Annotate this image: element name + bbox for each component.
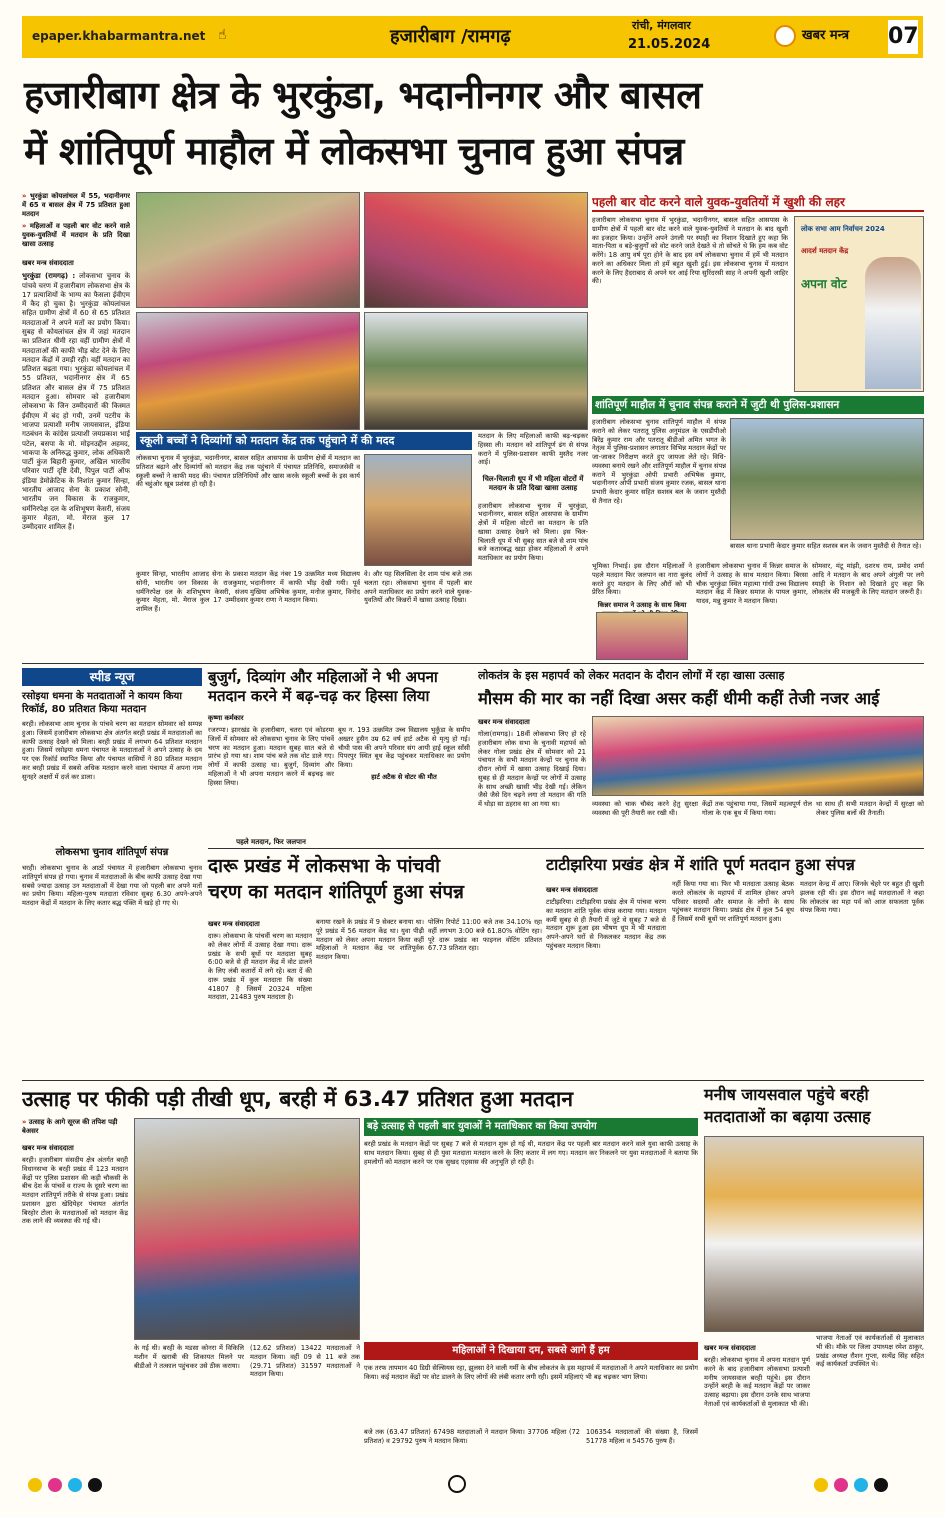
barhi-byline: खबर मन्त्र संवाददाता [22, 1144, 74, 1152]
lead-headline-line1: हजारीबाग क्षेत्र के भुरकुंडा, भदानीनगर और बासल [24, 73, 702, 117]
elderly-subhead-1: पहले मतदान, फिर जलपान [236, 838, 306, 846]
first-time-voters-headline: पहली बार वोट करने वाले युवक-युवतियों में खुशी की लहर [592, 192, 924, 212]
speed-news-item1-headline: रसोइया धमना के मतदाताओं ने कायम किया रिकॉर्ड, 80 प्रतिशत किया मतदान [22, 691, 182, 715]
elderly-body: रजरप्पा। झारखंड के हजारीबाग, चतरा एवं कोडरमा जिलों में सोमवार को लोकसभा चुनाव के लिए पांचवें चरण का मतदान हुआ। मतदान सुबह सात बजे से प्रारंभ हो गया था। शाम पांच बजे तक वोट डाले गए। लोगों में काफी उत्साह था। बुजुर्ग, दिव्यांग और महिलाओं ने भी अपना मतदान करने में बढ़चढ़ कर हिस्सा लिया। [208, 726, 334, 787]
tatijhariya-headline: टाटीझरिया प्रखंड क्षेत्र में शांति पूर्ण मतदान हुआ संपन्न [546, 855, 855, 874]
festival-byline: खबर मन्त्र संवाददाता [478, 718, 530, 726]
barhi-col-5: 106354 मतदाताओं की संख्या है, जिसमें 51778 महिला व 54576 पुरुष हैं। [586, 1428, 698, 1445]
masthead [22, 16, 923, 58]
photo-women-queue [136, 312, 360, 430]
arrow-icon: » [22, 222, 27, 231]
kinnar-col-3: सोमवार, मंटू मांझी, दशरथ राम, प्रमोद शर्मा आदि ने मतदान के बाद अपने अंगुली पर लगे स्याही के निशान को दिखाते हुए कहा कि लोकतंत्र की मजबूती के लिए मतदान जरूरी है। [812, 562, 924, 597]
page-number: 07 [888, 20, 918, 54]
footer-dots-right [814, 1478, 894, 1495]
speed-news-label: स्पीड न्यूज [22, 668, 202, 686]
footer-dots-left [28, 1478, 108, 1495]
lead-continued-3: वे। और यह सिलसिला देर शाम पांच बजे तक चलता रहा। लोकसभा चुनाव में पहली बार अपने मताधिकार का प्रयोग करने वाले युवक-युवतियों और किन्नरों में खासा उत्साह दिखा। [364, 570, 472, 605]
elderly-body-2: बूथ न. 193 उत्क्रमित उच्च विद्यालय भुर्कुंडा के समीप अख्तर हुसैन उम्र 62 वर्ष हार्ट अटैक से मृत्यु हो गई। चौथी पास की अपने परिवार संग आयी हाई स्कूल साँसी पिपरपुर स्थित बूथ केंद्र पहुंचकर मताधिकार का प्रयोग किया। हार्ट अटैक से वोटर की मौत [338, 726, 470, 781]
photo-young-voter [865, 257, 921, 389]
brand-logo-icon [774, 25, 796, 47]
registration-mark-icon [448, 1475, 466, 1493]
police-headline: शांतिपूर्ण माहौल में चुनाव संपन्न कराने में जुटी थी पुलिस-प्रशासन [592, 396, 924, 414]
women-caption: चिल-चिलाती धूप में भी महिला वोटरों में मतदान के प्रति दिखा खासा उत्साह [482, 475, 584, 493]
photo-barhi-queue [134, 1118, 360, 1340]
footer-bar [22, 1474, 924, 1496]
section-title: हजारीबाग /रामगढ़ [390, 26, 511, 47]
footer-dot [874, 1478, 888, 1492]
photo-election-poster [794, 216, 924, 392]
poster-sub: आदर्श मतदान केंद्र [801, 247, 849, 255]
tatijhariya-body-2: नहीं किया गया था। फिर भी मतदाता उत्साह बेठक करते लोकतंत्र के महापर्व में शामिल होकर अपने परिवार सदस्यों और समाज के लोगों के साथ पहुंचकर मतदान किया। प्रखंड क्षेत्र में कुल 54 बूथ हैं जिसमें सभी बूथों पर शांतिपूर्ण मतदान हुआ। [672, 880, 794, 924]
epaper-url[interactable]: epaper.khabarmantra.net [32, 29, 206, 43]
barhi-women-headline: महिलाओं ने दिखाया दम, सबसे आगे हैं हम [364, 1342, 698, 1360]
barhi-col-3: (12.62 प्रतिशत) 13422 मतदाताओं ने मतदान किया। वहीं 09 से 11 बजे तक (29.71 प्रतिशत) 31597 मतदाताओं ने मतदान किया। [250, 1344, 360, 1379]
footer-dot [814, 1478, 828, 1492]
barhi-youth-headline: बड़े उत्साह से पहली बार युवाओं ने मताधिकार का किया उपयोग [364, 1118, 698, 1136]
poster-title: लोक सभा आम निर्वाचन 2024 [801, 225, 885, 233]
school-kids-body: लोकसभा चुनाव में भुरकुंडा, भदानीनगर, बासल सहित आसपास के ग्रामीण क्षेत्रों में मतदान का प्रतिशत बढ़ाने और दिव्यांगों को मतदान केंद्र तक पहुंचाने में पंचायत प्रतिनिधि, समाजसेवी व स्कूली बच्चों ने काफी मदद की। पंचायत प्रतिनिधियों और खास करके स्कूली बच्चों के इस कार्य की चहुंओर खूब प्रशंसा हो रही है। [136, 454, 360, 489]
photo-disabled-voter [364, 454, 472, 566]
manish-body-2: भाजपा नेताओं एवं कार्यकर्ताओं से मुलाकात भी की। मौके पर जिला उपाध्यक्ष रमेश ठाकुर, प्रखंड अध्यक्ष रौशन गुप्ता, सत्येंद्र सिंह सहित कई कार्यकर्ता उपस्थित थे। [816, 1334, 924, 1369]
photo-gola-queue [592, 716, 924, 796]
footer-dot [28, 1478, 42, 1492]
first-time-voters-body: हजारीबाग लोकसभा चुनाव में भुरकुंडा, भदानीनगर, बासल सहित आसपास के ग्रामीण क्षेत्रों में पहली बार वोट करने वाले युवक-युवतियों ने मतदान के बाद खुशी का इजहार किया। उन्होंने अपने उंगली पर स्याही का निशान दिखाते हुए कहा कि माता-पिता व बड़े-बुजुर्गों को वोट करने जाते देखते थे तो सोचते थे कि हम कब वोट करेंगे। 18 आयु वर्ष पूरा होने के बाद इस वर्ष लोकसभा चुनाव में हमें भी मतदान करने का अधिकार मिला तो हमें बहुत खुशी हुई। इस लोकसभा चुनाव में मतदान करने के लिए हैदराबाद से अपने घर आई रिया सुरिंदरसी साह ने अपनी खुशी जाहिर की। [592, 216, 788, 286]
barhi-body: बरही। हजारीबाग संसदीय क्षेत्र अंतर्गत बरही विधानसभा के बरही प्रखंड में 123 मतदान केंद्रों पर पुलिस प्रशासन की कड़ी चौकसी के बीच देश के पांचवें व राज्य के दूसरे चरण का मतदान शांतिपूर्ण तरीके से संपन्न हुआ। प्रखंड प्रशासन द्वारा खेदियेहर पंचायत अंतर्गत बिरहोर टोला के मतदाताओं को मतदान केंद्र तक लाने की व्यवस्था की गई थी। [22, 1156, 128, 1226]
daru-body: दारू। लोकसभा के पांचवीं चरण का मतदान को लेकर लोगों में उत्साह देखा गया। दारू प्रखंड के सभी बूथों पर मतदाता सुबह 6:00 बजे से ही मतदान केंद्र में वोट डालने के लिए लंबी कतारों में लगे रहे। बता दें की दारू प्रखंड में कुल मतदाता कि संख्या 41807 है जिसमें 20324 महिला मतदाता, 21483 पुरुष मतदाता है। [208, 932, 312, 1002]
manish-body: बरही। लोकसभा चुनाव में अपना मतदान पूर्ण करने के बाद हजारीबाग लोकसभा प्रत्याशी मनीष जायसवाल बरही पहुंचे। इस दौरान उन्होंने बरही के कई मतदान केंद्रों पर जाकर उत्साह बढ़ाया। इस दौरान उनके साथ भाजपा नेताओं एवं कार्यकर्ताओं से मुलाकात भी की। [704, 1356, 810, 1408]
footer-dot [48, 1478, 62, 1492]
manish-byline: खबर मन्त्र संवाददाता [704, 1344, 756, 1352]
daru-body-3: पोलिंग रिपोर्ट 11:00 बजे तक 34.10% रहा वहीं लगभग 3:00 बजे 61.80% वोटिंग रहा। पूरे दारू प्रखंड का फाइनल वोटिंग प्रतिशत 67.73 प्रतिशत रहा। [428, 918, 542, 953]
lead-bullet-2: » महिलाओं व पहली बार वोट करने वाले युवक-युवतियों में मतदान के प्रति दिखा खासा उत्साह [22, 222, 130, 249]
speed-news-item1-body: बरही। लोकसभा आम चुनाव के पांचवे चरण का मतदान सोमवार को सम्पन्न हुआ। जिसमें हजारीबाग लोकसभा क्षेत्र अंतर्गत बरही प्रखंड में मतदाताओं का काफी उत्साह देखने को मिला। बरही प्रखंड में लगभग 64 प्रतिशत मतदान हुआ। जिसमें रसोइया धमना पंचायत के मतदाताओं ने अपने उत्साह के दम पर एक रिकॉर्ड स्थापित किया और पंचायत वासियों ने 80 प्रतिशत मतदान कर बरही प्रखंड में सबसे अधिक मतदान करने वाला पंचायत में अपना नाम सुनहरे अक्षरों में दर्ज कर डाला। [22, 720, 202, 781]
arrow-icon: » [22, 192, 27, 200]
photo-police-officials [730, 418, 924, 540]
women-caption-column: मतदान के लिए महिलाओं काफी बढ़-चढ़कर हिस्सा ली। मतदान को शांतिपूर्ण ढंग से संपन्न कराने में पुलिस-प्रशासन काफी मुस्तैद नजर आई। चिल-चिलाती धूप में भी महिला वोटरों में मतदान के प्रति दिखा खासा उत्साह हजारीबाग लोकसभा चुनाव में भुरकुंडा, भदानीनगर, बासल सहित आसपास के ग्रामीण क्षेत्रों में महिला वोटरों का मतदान के प्रति खासा उत्साह देखने को मिला। इस चिल-चिलाती धूप में भी सुबह सात बजे से शाम पांच बजे कतारबद्ध खड़ा होकर महिलाओं ने अपने मताधिकार का प्रयोग किया। [478, 432, 588, 563]
lead-byline: खबर मन्त्र संवाददाता [22, 259, 74, 268]
daru-headline-line2: चरण का मतदान शांतिपूर्ण हुआ संपन्न [208, 881, 465, 903]
festival-headline: मौसम की मार का नहीं दिखा असर कहीं धीमी कहीं तेजी नजर आई [478, 689, 880, 708]
barhi-col-2: के गई थी। बरही के मडसा कोनरा में विकिलि मशीन में खराबी की शिकायत मिलने पर बीडीओ ने तत्काल पहुंचकर उसे ठीक कराया। [134, 1344, 244, 1370]
barhi-col-4: बजे तक (63.47 प्रतिशत) 67498 मतदाताओं ने मतदान किया। 37706 महिला (72 प्रतिशत) व 29792 पुरुष ने मतदान किया। [364, 1428, 580, 1445]
divider [22, 1080, 924, 1081]
kinnar-caption: किन्नर समाज ने उत्साह के साथ किया [597, 601, 687, 610]
footer-dot [834, 1478, 848, 1492]
tatijhariya-byline: खबर मन्त्र संवाददाता [546, 886, 598, 894]
photo-kinnar-voters [596, 612, 688, 660]
festival-body-4: था साथ ही सभी मतदान केन्द्रों में सुरक्षा को लेकर पुलिस बलों की तैनाती। [816, 800, 924, 817]
photo-voters-queue [136, 192, 360, 308]
lead-headline-line2: में शांतिपूर्ण माहौल में लोकसभा चुनाव हुआ संपन्न [24, 129, 684, 173]
lead-bullet-1: » भुरकुंडा कोयलांचल में 55, भदानीनगर में 65 व बासल क्षेत्र में 75 प्रतिशत हुआ मतदान [22, 192, 130, 219]
barhi-women-body: एक तरफ तापमान 40 डिग्री सेल्सियस रहा, झुलसा देने वाली गर्मी के बीच लोकतंत्र के इस महापर्व में मतदाताओं ने अपने मताधिकार का प्रयोग किया। कई मतदान केंद्रों पर वोट डालने के लिए लोगों की लंबी कतार लगी रही। इसमें महिलाएं भी बढ़ चढ़कर भाग लिया। [364, 1364, 698, 1381]
footer-dot [854, 1478, 868, 1492]
festival-body: गोला(रामगढ़)। 18वीं लोकसभा लिए हो रहे हजारीबाग लोक सभा के चुनावी महापर्व को लेकर गोला प्रखंड क्षेत्र में सोमवार को 21 पंचायत के सभी मतदान केन्द्रों पर चुनाव के दौरान लोगों में खासा उत्साह दिखाई दिया। सुबह से ही मतदान केन्द्रों पर लोगों में उत्साह के साथ अच्छी खासी भीड़ देखी गई। लेकिन जैसे जैसे दिन चढ़ने लगा तो मतदान की गति में थोड़ा सा ठहराव सा आ गया था। [478, 730, 586, 809]
poster-vote: अपना वोट [801, 277, 847, 291]
barhi-bullet: » उत्साह के आगे सूरज की तपिश पड़ी बेअसर [22, 1118, 118, 1135]
tatijhariya-body: टाटीझरिया। टाटीझरिया प्रखंड क्षेत्र में पांचवा चरण का मतदान शांति पूर्वक संपन्न कराया गया। मतदान कर्मी सुबह से ही तैयारी में जुटे थे सुबह 7 बजे से मतदान शुरू हुआ इस भीषण धूप में भी मतदाता अपने-अपने घरों से निकलकर मतदान केंद्र तक पहुंचकर मतदान किया। [546, 898, 666, 950]
photo-police-booth [364, 312, 588, 430]
elderly-byline: कृष्णा कर्मकार [208, 714, 244, 722]
lead-story-column [22, 192, 130, 660]
lead-body: भुरकुंडा (रामगढ़) : लोकसभा चुनाव के पांचवे चरण में हजारीबाग लोकसभा क्षेत्र के 17 प्रत्याशियों के भाग्य का फैसला ईवीएम में कैद हो चुका है। भुरकुंडा कोयलांचल सहित ग्रामीण क्षेत्रों में 60 से 65 प्रतिशत मतदाताओं ने अपने मतों का प्रयोग किया। सुबह से कोयलांचल क्षेत्र में जहां मतदान का प्रतिशत धीमी रहा वहीं ग्रामीण क्षेत्रों में मतदाताओं की काफी भीड़ बोट देने के लिए मतदान केंद्रों में उमड़ी रही। वहीं मतदान का प्रतिशत बढ़ता गया। भुरकुंडा कोयलांचल में 55 प्रतिशत, भदानीनगर क्षेत्र में 65 प्रतिशत और बासल क्षेत्र में 75 प्रतिशत मतदान हुआ। सोमवार को हजारीबाग लोकसभा के जिन उम्मीदवारों की किस्मत ईवीएम में बंद हो गयी, उनमें पटरीय के भाजपा प्रत्याशी मनीष जायसवाल, इंडिया गठबंधन के कांग्रेस प्रत्याशी जयप्रकाश भाई पटेल, बसपा के मो. मोइनउद्दीन अहमद, भाकपा के अनिरुद्ध कुमार, लोक अधिकारी पार्टी कुंज बिहारी कुमार, अखिल भारतीय परिवार पार्टी दृष्टि देवी, पिपुल पार्टी ऑफ इंडिया डेमोक्रेटिक के निशांत कुमार सिन्हा, भारतीय आजाद सेना के प्रकाश सोनी, भारतीय जन विकास के राजकुमार, धर्मनिरपेक्ष दल के शशिभूषण केसरी, संजय कुमार मेहता, मो. मेराज कुल 17 उम्मीदवार शामिल हैं। [22, 272, 130, 532]
festival-body-3: केंद्रों तक पहुंचाया गया, जिसमें महत्वपूर्ण रोल गोला के एक बूथ में किया गया। [702, 800, 812, 817]
barhi-youth-body: बरही प्रखंड के मतदान केंद्रों पर सुबह 7 बजे से मतदान शुरू हो गई थी, मतदान केंद्र पर पहली बार मतदान करने वाले युवा काफी उत्साह के साथ मतदान किया। सुबह से ही युवा मतदाता मतदान करने के लिए कतार में लग गए। मतदान कर निकलने पर युवा मतदाताओं ने बताया कि हमलोगों को मतदान करने पर एक सुखद एहसास की अनुभूति हो रही है। [364, 1140, 698, 1166]
divider [22, 663, 924, 664]
city-day: रांची, मंगलवार [632, 19, 691, 32]
daru-body-2: बनाया रखने के प्रखंड में 9 सेक्टर बनाया था। पूरे प्रखंड में 56 मतदान केंद्र था। युवा पीढ़ी मतदान को लेकर अपना मतदान किया कहीं महिलाओं ने मतदान केंद्र पर शांतिपूर्वक मतदान किया। [316, 918, 424, 962]
lead-continued-1: कुमार सिन्हा, भारतीय आजाद सेना के प्रकाश सोनी, भारतीय जन विकास के राजकुमार, धर्मनिरपेक्ष दल के शशिभूषण केसरी, संजय कुमार मेहता, मो. मेराज कुल 17 उम्मीदवार शामिल हैं। [136, 570, 248, 614]
festival-body-2: व्यवस्था को चाक चौबंद करने हेतु सुरक्षा व्यवस्था की पूरी तैयारी कर रखी थी। [592, 800, 698, 817]
elderly-subhead-2: हार्ट अटैक से वोटर की मौत [371, 772, 437, 781]
lead-continued-2: मतदान केंद्र नंबर 19 उत्क्रमित मध्य विद्यालय भदानीनगर में काफी भीड़ देखी गयी। पूर्व मुखिया अभिषेक कुमार, मनोज कुमार, विनोद कुमार राणा ने मतदान किया। [250, 570, 360, 605]
issue-date: 21.05.2024 [628, 37, 711, 52]
kinnar-col-1: भूमिका निभाई। इस दौरान महिलाओं ने पहले मतदान फिर जलपान का नारा बुलंद करते हुए मतदान के लिए औरों को भी प्रेरित किया। किन्नर समाज ने उत्साह के साथ किया [592, 562, 692, 660]
manish-headline: मनीष जायसवाल पहुंचे बरही मतदाताओं का बढ़ाया उत्साह [704, 1085, 871, 1126]
brand-name: खबर मन्त्र [802, 28, 850, 43]
daru-byline: खबर मन्त्र संवाददाता [208, 920, 260, 928]
arrow-icon: » [22, 1118, 27, 1126]
divider [208, 848, 924, 849]
photo-women-voters [364, 192, 588, 308]
footer-dot [88, 1478, 102, 1492]
police-body: हजारीबाग लोकसभा चुनाव शांतिपूर्ण माहौल में संपन्न कराने को लेकर पतरातू पुलिस अनुमंडल के एसडीपीओ बिरेंद्र कुमार राम और पतरातू बीडीओ अमित भगत के नेतृत्व में पुलिस-प्रशासन लगातार विभिन्न मतदान केंद्रों पर जा-जाकर निरीक्षण करते हुए जायजा लेते रहे। विधि-व्यवस्था बनाये रखने और शांतिपूर्ण माहौल में चुनाव संपन्न कराने में भुरकुंडा ओपी प्रभारी अभिषेक कुमार, भदानीनगर ओपी प्रभारी संजय कुमार रजक, बासल थाना प्रभारी केदार कुमार सहित सशस्त्र बल के जवान मुस्तैदी से तैनात रहे। [592, 418, 726, 505]
kinnar-col-2: हजारीबाग लोकसभा चुनाव में किन्नर समाज के लोगों ने उत्साह के साथ मतदान किया। बिरसा चौक भुरकुंडा स्थित महात्मा गांधी उच्च विद्यालय मतदान केंद्र में किन्नर समाज के पायल कुमार, यादव, मन्नु कुमार ने मतदान किया। [696, 562, 808, 606]
tatijhariya-body-3: मतदान केन्द्र में आए। जिनके चेहरे पर बहुत ही खुशी झलक रही थी। इस दौरान कई मतदाताओं ने कहा कि लोकतंत्र का महा पर्व को आज सफलता पूर्वक संपन्न किया गया। [800, 880, 924, 915]
school-kids-headline: स्कूली बच्चों ने दिव्यांगों को मतदान केंद्र तक पहुंचाने में की मदद [136, 432, 472, 450]
daru-headline-line1: दारू प्रखंड में लोकसभा के पांचवी [208, 855, 441, 877]
footer-dot [68, 1478, 82, 1492]
police-continued: बासल थाना प्रभारी केदार कुमार सहित सशस्त्र बल के जवान मुस्तैदी से तैनात रहे। [730, 542, 922, 550]
speed-news-item2-headline: लोकसभा चुनाव शांतिपूर्ण संपन्न [55, 847, 169, 858]
barhi-headline: उत्साह पर फीकी पड़ी तीखी धूप, बरही में 63.47 प्रतिशत हुआ मतदान [22, 1087, 574, 1111]
photo-manish-jaiswal [704, 1136, 924, 1332]
festival-kicker: लोकतंत्र के इस महापर्व को लेकर मतदान के दौरान लोगों में रहा खासा उत्साह [478, 669, 785, 682]
elderly-headline: बुजुर्ग, दिव्यांग और महिलाओं ने भी अपना मतदान करने में बढ़-चढ़ कर हिस्सा लिया [208, 668, 438, 705]
speed-news-item2-body: चरही। लोकसभा चुनाव के आठों पंचायत में हजारीबाग लोकसभा चुनाव शांतिपूर्ण संपन्न हो गया। चुनाव में मतदाताओं के बीच काफी उत्साह देखा गया सबसे ज्यादा उत्साह उन मतदाताओं में देखा गया जो पहली बार अपने मतों का प्रयोग किया। महिला-पुरुष मतदाता रविवार सुबह 6.30 अपने-अपने मतदान केंद्रों में मतदान के लिए कतार बद्ध पंक्ति में खड़े हो गए थे। [22, 864, 202, 908]
cursor-icon: ☝ [218, 27, 227, 43]
